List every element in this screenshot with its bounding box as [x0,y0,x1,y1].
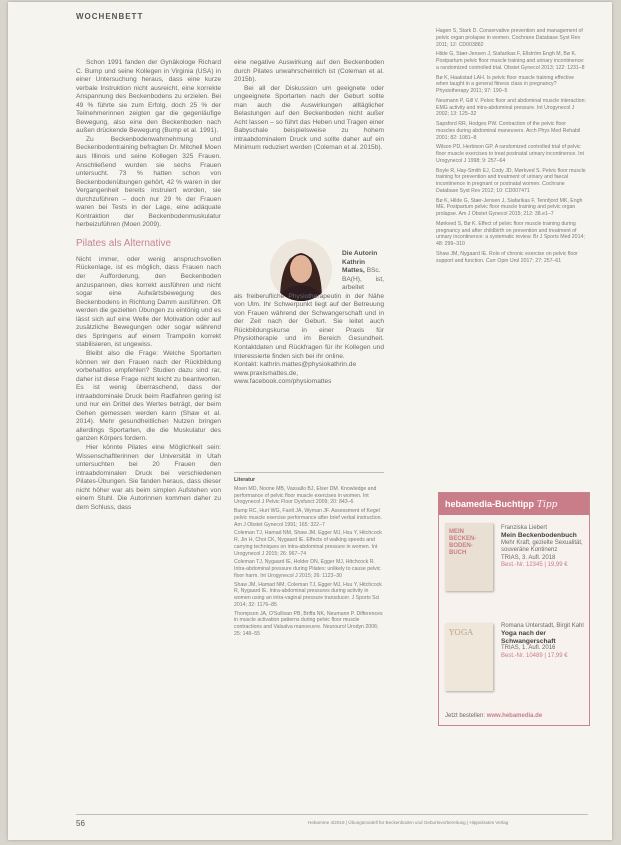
book-title: Mein Beckenbodenbuch [501,532,577,540]
paragraph: Schon 1991 fanden der Gynäkologe Richard C. Bump und seine Kollegen in Virginia (USA) in einer Untersuchung heraus, dass eine kurze verbale Instruktion nicht ausreicht, eine korrekte Anspannung des Beckenbodens zu erzielen. Bei 49 % führte sie zum Erfolg, doch 25 % der Teilnehmerinnen zeigten gar die gegenläufige Bewegung, also eine den Beckenboden nach außen drückende Bewegung (Bump et al. 1991). [76,59,221,135]
footer-credit: Hebamme 4/2018 | Übungsmodell für Beckenboden und Geburtsvorbereitung | Hippokrates Verlag [308,820,509,825]
reference-item: Boyle R, Hay-Smith EJ, Cody JD, Mørkved S. Pelvic floor muscle training for prevention and treatment of urinary and faecal incontinence in pregnant or postnatal women. Cochrane Database Syst Rev 2012; 10: CD007471 [436,167,586,194]
literature-heading: Literatur [234,477,256,483]
author-web: www.praxismattes.de, www.facebook.com/physiomattes [234,369,332,386]
paragraph: eine negative Auswirkung auf den Beckenboden durch Pilates unwahrscheinlich ist (Coleman et al. 2015b). [234,59,384,84]
book-tip-header [439,493,589,515]
reference-item: Mørkved S, Bø K. Effect of pelvic floor muscle training during pregnancy and after childbirth on prevention and treatment of urinary incontinence: a systematic review. Br J Sports Med 2014; 48: 299–310 [436,220,585,247]
reference-column [436,28,586,267]
paragraph: Nicht immer, oder wenig anspruchsvollen Rückenlage, ist es möglich, dass Frauen nach der Aufforderung, den Beckenboden anzuspannen, dies korrekt ausführen und nicht sogar eine Aufwärtsbewegung des Beckenbodens in Richtung Damm ausführen. Oft werden die gezielten Übungen zu eintönig und es lässt sich auf eine Welle der Motivation oder auf zusätzliche Bewegungen oder sogar während des Springens auf einem Trampolin korrekt stabilisieren, ist ungewiss. [76,255,221,349]
book-info-2 [501,623,585,660]
book-tip-title: hebamedia-Buchtipp [445,499,535,509]
article-column-1 [76,59,221,512]
reference-item: Moen MD, Noone MB, Vassallo BJ, Elser DM. Knowledge and performance of pelvic floor muscle exercises in women. Int Urogynecol J Pelvic Floor Dysfunct 2009; 20: 843–6 [234,485,377,506]
author-contact: Kontakt: kathrin.mattes@physiokathrin.de [234,361,357,369]
book-tip-hand: Tipp [537,500,558,510]
reference-item: Sapsford RR, Hodges PW. Contraction of the pelvic floor muscles during abdominal maneuvers. Arch Phys Med Rehabil 2001; 82: 1081–8 [436,121,581,141]
paragraph: Hier könnte Pilates eine Möglichkeit sein: Wissenschaftlerinnen der Universität in Utah untersuchten bei 20 Frauen den intraabdominalen Druck bei verschiedenen Pilates-Übungen. Sie fanden heraus, dass dieser nicht höher war als beim simplen Aufstehen von einem Stuhl. Die Autorinnen kommen daher zu dem Schluss, dass [76,443,221,511]
book-details: Mehr Kraft, gezielte Sexualität, souveräne Kontinenz [501,539,583,554]
book-tip-box [438,492,590,726]
reference-item: Bø K, Hilde G, Stær-Jensen J, Siafarikas F, Tennfjord MK, Engh ME. Postpartum pelvic floor muscle training and pelvic organ prolapse. Am J Obstet Gynecol 2015; 212: 38.e1–7 [436,197,583,217]
book-price: Best.-Nr. 10489 | 17,99 € [501,652,568,659]
footer-divider [76,814,588,815]
book-cover-title: MEIN BECKEN-BODEN-BUCH [449,529,477,556]
reference-item: Neumann P, Gill V. Pelvic floor and abdominal muscle interaction: EMG activity and intra-abdominal pressure. Int Urogynecol J 2002; 13: 125–32 [436,97,586,118]
book-author: Franziska Liebert [501,525,548,531]
article-column-2 [234,59,384,153]
paragraph: Bei all der Diskussion um geeignete oder ungeeignete Sportarten nach der Geburt sollte man auch die Auswirkungen alltäglicher Belastungen auf den Beckenboden nicht außer Acht lassen – so führt das Heben und Tragen einer Babyschale beispielsweise zu hohem intraabdominalem Druck und sollte daher auf ein Minimum reduziert werden (Coleman et al. 2015b). [234,84,384,152]
book-info-1 [501,525,585,569]
divider [234,472,384,473]
literature-list [234,477,384,640]
reference-item: Wilson PD, Herbison GP. A randomized controlled trial of pelvic floor muscle exercises to treat postnatal urinary incontinence. Int Urogynecol J 1998; 9: 257–64 [436,144,584,164]
reference-item: Shaw JM, Nygaard IE. Role of chronic exercise on pelvic floor support and function. Curr Opin Urol 2017; 27: 257–61 [436,250,578,264]
book-cover-title: YOGA [449,628,474,637]
book-tip-footer [445,713,542,719]
order-label: Jetzt bestellen: [445,713,486,719]
reference-item: Bø K, Haakstad LAH. Is pelvic floor muscle training effective when taught in a general fitness class in pregnancy? Physiotherapy 2011; 97: 190–5 [436,74,575,94]
page-number: 56 [76,819,85,828]
book-author: Romana Unterstadt, Birgit Kahl [501,623,584,629]
reference-item: Thompson JA, O'Sullivan PB, Briffa NK, Neumann P. Differences in muscle activation patterns during pelvic floor muscle contractions and Valsalva manoeuvre. Neurourol Urodyn 2006; 25: 148–55 [234,610,383,637]
reference-item: Coleman TJ, Nygaard IE, Holder DN, Egger MJ, Hitchcock R. Intra-abdominal pressure during Pilates: unlikely to cause pelvic floor harm. Int Urogynecol J 2015; 26: 1123–30 [234,559,381,579]
reference-item: Coleman TJ, Hamad NM, Shaw JM, Egger MJ, Hsu Y, Hitchcock R, Jin H, Choi CK, Nygaard IE. Effects of walking speeds and carrying techniques on intra-abdominal pressure in women. Int Urogynecol J 2015; 26: 967–74 [234,530,382,557]
book-title: Yoga nach der Schwangerschaft [501,630,556,645]
book-edition: TRIAS, 1. Aufl. 2016 [501,645,556,652]
author-bio: als freiberufliche Physiotherapeutin in der Nähe von Ulm. Ihr Schwerpunkt liegt auf der Betreuung von Frauen während der Schwangerschaft und in der Zeit nach der Geburt. Sie leitet auch Rückbildungskurse in einer Praxis für Physiotherapie und im Bereich Gesundheit. Kontaktdaten und Rückfragen für ihr Kollegen und Interessierte finden sich bei ihr online. [234,292,384,360]
reference-item: Hagen S, Stark D. Conservative prevention and management of pelvic organ prolapse in women. Cochrane Database Syst Rev 2011; 12: CD003882 [436,28,583,48]
section-header: WOCHENBETT [76,12,144,21]
reference-item: Hilde G, Stær-Jensen J, Siafarikas F, Ellström Engh M, Bø K. Postpartum pelvic floor muscle training and urinary incontinence: a randomized controlled trial. Obstet Gynecol 2013; 122: 1231–8 [436,51,585,71]
subheading: Pilates als Alternative [76,237,172,249]
author-lead: BA(H), ist, arbeitet [342,275,384,292]
reference-item: Bump RC, Hurt WG, Fantl JA, Wyman JF. Assessment of Kegel pelvic muscle exercise performance after brief verbal instruction. Am J Obstet Gynecol 1991; 165: 322–7 [234,508,382,528]
paragraph: Bleibt also die Frage: Welche Sportarten können wir den Frauen nach der Rückbildung vorbehaltlos empfehlen? Studien dazu sind rar, daher ist diese Frage nicht leicht zu beantworten. Es ist wenig überraschend, dass der intraabdominale Druck beim Radfahren gering ist und nur ein Drittel des Wertes beträgt, der beim Gehen gemessen werden kann (Shaw et al. 2014). Mehr gesundheitlichen Nutzen bringen allerdings Sportarten, die die Muskulatur des ganzen Körpers fordern. [76,349,221,443]
author-name: Kathrin Mattes, BSc. [342,258,381,275]
book-price: Best.-Nr. 12345 | 19,99 € [501,562,568,569]
book-edition: TRIAS, 3. Aufl. 2018 [501,554,556,561]
author-label: Die Autorin [342,250,378,257]
paragraph: Zu Beckenbodenwahrnehmung und Beckenbodentraining befragten Dr. Mitchell Moen aus Illinois und seine Kollegen 325 Frauen. Anschließend wurden sie sechs Frauen untersucht. 73 % hatten schon von Beckenbodenübungen gehört, 42 % waren in der Vergangenheit bereits instruiert worden, sie durchzuführen – doch nur 29 % der Frauen waren bei Tests in der Lage, eine adäquate Kontraktion der Beckenbodenmuskulatur herbeizuführen (Moen 2009). [76,135,221,229]
reference-item: Shaw JM, Hamad NM, Coleman TJ, Egger MJ, Hsu Y, Hitchcock R, Nygaard IE. Intra-abdominal pressures during activity in women using an intra-vaginal pressure transducer. J Sports Sci 2014; 32: 1176–85 [234,581,382,608]
author-box [234,250,384,387]
magazine-page [8,2,612,840]
order-link[interactable]: www.hebamedia.de [486,713,543,719]
book-cover-2[interactable] [445,623,493,691]
book-cover-1[interactable] [445,523,493,591]
